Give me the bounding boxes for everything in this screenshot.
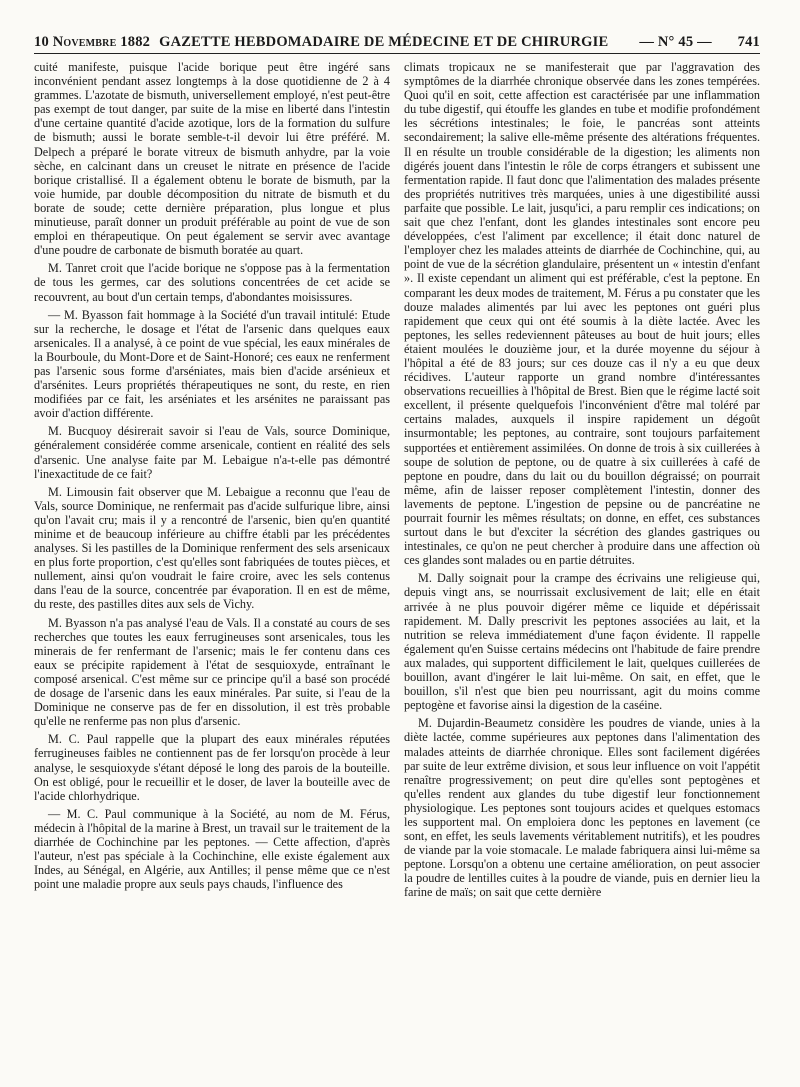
paragraph: M. Dally soignait pour la crampe des écrivains une religieuse qui, depuis vingt ans, se nourrissait exclusivement de lait; elle en était arrivée à ne plus pouvoir digérer même ce liquide et dépérissait rapidement. M. Dally prescrivit les peptones associées au lait, et la nutrition se releva immédiatement d'une façon évidente. Il rappelle également qu'en Suisse certains médecins ont l'habitude de faire prendre aux malades, qui supportent difficilement le lait, quelques cuillerées de bouillon, avant d'ingérer le lait lui-même. On sait, en effet, que le bouillon, s'il n'est que bien peu nourrissant, agit du moins comme peptogène et favorise ainsi la digestion de la caséine.	[404, 571, 760, 713]
paragraph: — M. Byasson fait hommage à la Société d'un travail intitulé: Etude sur la recherche, le dosage et l'état de l'arsenic dans quelques eaux arsenicales. Il a analysé, à ce point de vue spécial, les eaux minérales de la Bourboule, du Mont-Dore et de Saint-Honoré; ces eaux ne renferment pas l'arsenic sous forme d'arséniates, mais bien d'acide arsénieux et d'arsénites. Leurs propriétés thérapeutiques ne sont, du reste, en rien modifiées par ce fait, les arséniates et les arsénites ne paraissant pas avoir d'action différente.	[34, 307, 390, 421]
paragraph: M. Dujardin-Beaumetz considère les poudres de viande, unies à la diète lactée, comme supérieures aux peptones dans l'alimentation des malades atteints de diarrhée chronique. Elles sont facilement digérées par suite de leur extrême division, et sous leur influence on voit l'appétit renaître progressivement; on peut dire qu'elles sont peptogènes et qu'elles rendent aux glandes du tube digestif leur fonctionnement physiologique. Les peptones sont toujours acides et quelques estomacs les supportent mal. On emploiera donc les peptones en lavement (ce sont, en effet, les seuls lavements véritablement nutritifs), et les poudres de viande par la voie stomacale. Le malade fabriquera ainsi lui-même sa peptone. Lorsqu'on a obtenu une certaine amélioration, on peut associer la poudre de lentilles cuites à la poudre de viande, puis en dernier lieu la farine de maïs; on sait que cette dernière	[404, 716, 760, 900]
right-column	[404, 60, 760, 1070]
left-column	[34, 60, 390, 1070]
paragraph: cuité manifeste, puisque l'acide borique peut être ingéré sans inconvénient pendant assez longtemps à la dose quotidienne de 2 à 4 grammes. L'azotate de bismuth, universellement employé, n'est peut-être pas exempt de tout danger, par suite de la mise en liberté dans l'intestin d'une certaine quantité d'acide azotique, lors de la formation du sulfure de bismuth; aussi le borate semble-t-il devoir lui être préféré. M. Delpech a préparé le borate vitreux de bismuth anhydre, par la voie sèche, en calcinant dans un creuset le nitrate en présence de l'acide borique cristallisé. Il a également obtenu le borate de bismuth, par la voie humide, par double décomposition du nitrate de bismuth et du borate de soude; cette dernière préparation, plus longue et plus minutieuse, paraît donner un produit préférable au point de vue de son emploi en thérapeutique. On peut également se servir avec avantage d'une poudre de carbonate de bismuth boratée au quart.	[34, 60, 390, 258]
text-columns	[34, 60, 760, 1070]
paragraph: M. Tanret croit que l'acide borique ne s'oppose pas à la fermentation de tous les germes, car des solutions concentrées de cet acide se recouvrent, au bout d'un certain temps, d'abondantes moisissures.	[34, 261, 390, 304]
header-title: GAZETTE HEBDOMADAIRE DE MÉDECINE ET DE CHIRURGIE	[159, 34, 609, 50]
paragraph: — M. C. Paul communique à la Société, au nom de M. Férus, médecin à l'hôpital de la marine à Brest, un travail sur le traitement de la diarrhée de Cochinchine par les peptones. — Cette affection, d'après l'auteur, n'est pas spéciale à la Cochinchine, elle existe également aux Indes, au Sénégal, en Algérie, aux Antilles; il pense même que ce n'est point une maladie propre aux seuls pays chauds, l'influence des	[34, 806, 390, 892]
paragraph: M. Limousin fait observer que M. Lebaigue a reconnu que l'eau de Vals, source Dominique, ne renfermait pas d'acide sulfurique libre, ainsi qu'on l'avait cru; mais il y a rencontré de l'arsenic, bien qu'en quantité minime et de beaucoup inférieure au chiffre établi par les précédentes analyses. Si les pastilles de la Dominique renferment des sels arsenicaux en plus forte proportion, c'est qu'elles sont fabriquées de toutes pièces, et nullement, ainsi qu'on voudrait le faire croire, avec les sels contenus dans l'eau de la source, concentrée par évaporation. Il en est de même, du reste, des pastilles dites aux sels de Vichy.	[34, 484, 390, 612]
paragraph: M. Bucquoy désirerait savoir si l'eau de Vals, source Dominique, généralement considérée comme arsenicale, contient en réalité des sels d'arsenic. Une analyse faite par M. Lebaigue n'a-t-elle pas démontré l'inexactitude de ce fait?	[34, 424, 390, 481]
header-right	[617, 34, 760, 51]
paragraph: M. Byasson n'a pas analysé l'eau de Vals. Il a constaté au cours de ses recherches que toutes les eaux ferrugineuses sont arsenicales, tous les minerais de fer renfermant de l'arsenic; mais le fer contenu dans ces eaux se précipite rapidement à l'état de sesquioxyde, entraînant le composé arsenical. C'est même sur ce principe qu'il a basé son procédé de dosage de l'arsenic dans les eaux minérales. Par suite, si l'eau de la Dominique ne conserve pas de fer en dissolution, il est très probable qu'elle ne renferme pas non plus d'arsenic.	[34, 615, 390, 729]
page-header	[34, 34, 760, 54]
issue-number: — N° 45 —	[639, 34, 712, 50]
paragraph: M. C. Paul rappelle que la plupart des eaux minérales réputées ferrugineuses faibles ne contiennent pas de fer lorsqu'on procède à leur analyse, le sesquioxyde s'étant déposé le long des parois de la bouteille. On est obligé, pour le recueillir et le doser, de laver la bouteille avec de l'acide chlorhydrique.	[34, 732, 390, 803]
header-date: 10 Novembre 1882	[34, 34, 151, 50]
page-number: 741	[737, 34, 760, 50]
paragraph: climats tropicaux ne se manifesterait que par l'aggravation des symptômes de la diarrhée chronique observée dans les zones tempérées. Quoi qu'il en soit, cette affection est caractérisée par une inflammation du tube digestif, qui étouffe les glandes en tube et modifie profondément les sécrétions intestinales; le foie, le pancréas sont atteints secondairement; la salive elle-même présente des altérations fréquentes. Il en résulte un trouble considérable de la digestion; les aliments non digérés jouent dans l'intestin le rôle de corps étrangers et subissent une fermentation rapide. Il faut donc que l'alimentation des malades présente des propriétés nutritives très marquées, unies à une digestibilité aussi parfaite que possible. Le lait, jusqu'ici, a paru remplir ces indications; on sait que chez l'enfant, dont les glandes intestinales sont encore peu développées, c'est l'aliment par excellence; il était donc naturel de l'employer chez les malades atteints de diarrhée de Cochinchine, qui, au point de vue de la sécrétion glandulaire, présentent un « intestin d'enfant ». Il existe cependant un aliment qui est préférable, c'est la peptone. En comparant les deux modes de traitement, M. Férus a pu constater que les douze malades alimentés par lui avec les peptones ont guéri plus rapidement que ceux qui ont été soumis à la diète lactée. Avec les peptones, les selles redeviennent pâteuses au bout de huit jours; elles étaient moulées le douzième jour, et la durée moyenne du séjour à l'hôpital a été de 83 jours; sur ces douze cas il n'y a eu que deux récidives. L'auteur rapporte un grand nombre d'intéressantes observations recueillies à l'hôpital de Brest. Bien que le régime lacté soit excellent, il présente quelquefois l'inconvénient d'être mal toléré par certains malades, auxquels il inspire rapidement un dégoût insurmontable; les peptones, au contraire, sont toujours parfaitement supportées et entièrement assimilées. On donne de trois à six cuillerées à soupe de solution de peptone, ou de quatre à six cuillerées à café de peptone en poudre, dans du lait ou du bouillon dégraissé; on pourrait même, afin de laisser reposer complètement l'intestin, donner des lavements de peptone. L'ingestion de pepsine ou de pancréatine ne pourrait fournir les mêmes résultats; on donne, en effet, ces substances surtout dans le but d'exciter la sécrétion des glandes gastriques ou intestinales, ce qu'on ne peut chercher à produire dans une affection où ces glandes sont malades ou en partie détruites.	[404, 60, 760, 568]
